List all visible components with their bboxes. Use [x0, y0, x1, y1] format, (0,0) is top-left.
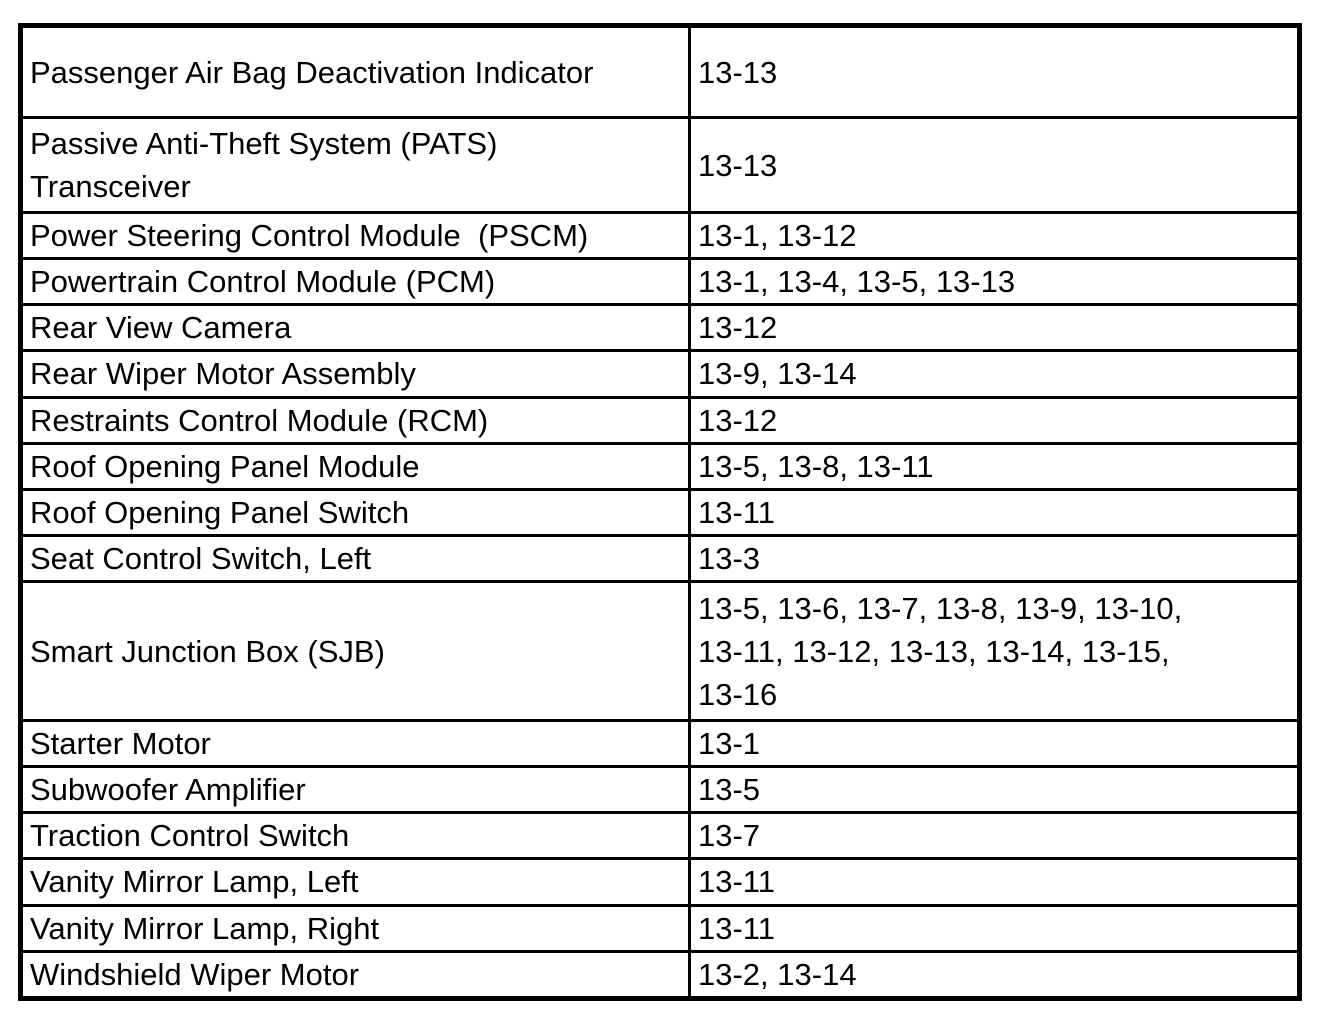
figures-cell: 13-2, 13-14 [690, 951, 1300, 998]
table-row [21, 582, 1300, 721]
table-row [21, 305, 1300, 351]
component-cell: Rear View Camera [21, 305, 690, 351]
component-cell: Roof Opening Panel Switch [21, 489, 690, 535]
table-row [21, 813, 1300, 859]
component-cell: Subwoofer Amplifier [21, 767, 690, 813]
component-cell: Powertrain Control Module (PCM) [21, 258, 690, 304]
table-body [21, 26, 1300, 999]
table-row [21, 26, 1300, 118]
component-cell: Starter Motor [21, 720, 690, 766]
figures-cell: 13-12 [690, 397, 1300, 443]
table-row [21, 351, 1300, 397]
figures-cell: 13-9, 13-14 [690, 351, 1300, 397]
figures-cell: 13-12 [690, 305, 1300, 351]
component-cell: Roof Opening Panel Module [21, 443, 690, 489]
table-row [21, 489, 1300, 535]
figures-cell: 13-7 [690, 813, 1300, 859]
figures-cell: 13-3 [690, 536, 1300, 582]
figures-cell: 13-5, 13-8, 13-11 [690, 443, 1300, 489]
table-row [21, 859, 1300, 905]
table-row [21, 720, 1300, 766]
table-row [21, 118, 1300, 212]
table-row [21, 905, 1300, 951]
component-cell: Seat Control Switch, Left [21, 536, 690, 582]
component-cell: Power Steering Control Module (PSCM) [21, 212, 690, 258]
component-cell: Windshield Wiper Motor [21, 951, 690, 998]
figures-cell: 13-1, 13-4, 13-5, 13-13 [690, 258, 1300, 304]
component-cell: Vanity Mirror Lamp, Right [21, 905, 690, 951]
component-cell: Passenger Air Bag Deactivation Indicator [21, 26, 690, 118]
table-row [21, 397, 1300, 443]
table-row [21, 767, 1300, 813]
figures-cell: 13-5 [690, 767, 1300, 813]
figures-cell: 13-1 [690, 720, 1300, 766]
component-cell: Vanity Mirror Lamp, Left [21, 859, 690, 905]
figures-cell: 13-11 [690, 489, 1300, 535]
component-cell: Restraints Control Module (RCM) [21, 397, 690, 443]
figures-cell: 13-11 [690, 905, 1300, 951]
table-row [21, 443, 1300, 489]
figures-cell: 13-1, 13-12 [690, 212, 1300, 258]
component-cell: Passive Anti-Theft System (PATS) Transceiver [21, 118, 690, 212]
table-row [21, 258, 1300, 304]
figures-cell: 13-5, 13-6, 13-7, 13-8, 13-9, 13-10, 13-11, 13-12, 13-13, 13-14, 13-15, 13-16 [690, 582, 1300, 721]
component-cell: Traction Control Switch [21, 813, 690, 859]
table-row [21, 951, 1300, 998]
component-location-table [18, 23, 1302, 1001]
table-row [21, 212, 1300, 258]
figures-cell: 13-13 [690, 118, 1300, 212]
component-cell: Rear Wiper Motor Assembly [21, 351, 690, 397]
table-row [21, 536, 1300, 582]
figures-cell: 13-11 [690, 859, 1300, 905]
figures-cell: 13-13 [690, 26, 1300, 118]
component-cell: Smart Junction Box (SJB) [21, 582, 690, 721]
